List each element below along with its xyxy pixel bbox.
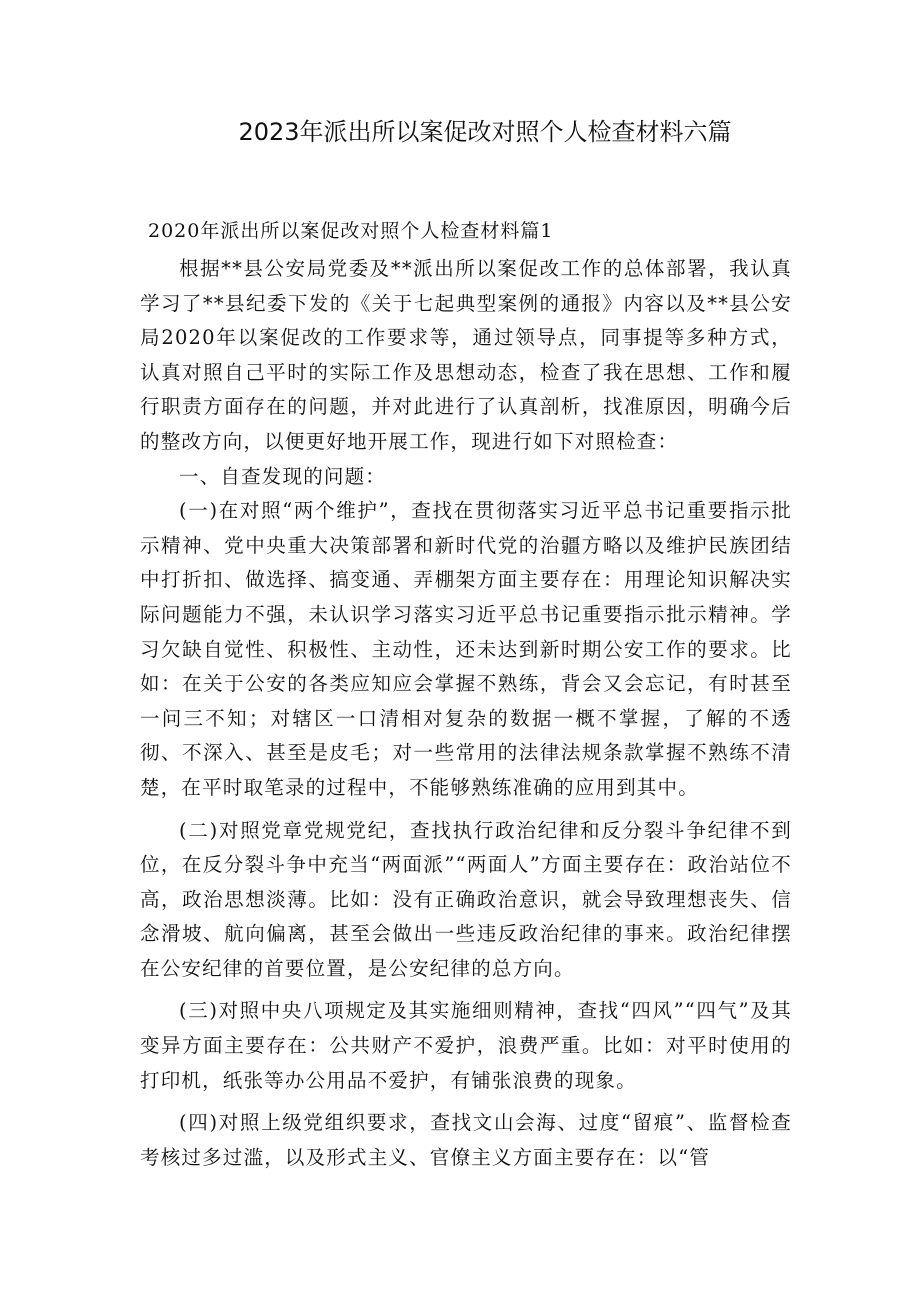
paragraph-item-4: (四)对照上级党组织要求，查找文山会海、过度“留痕”、监督检查考核过多过滥，以及形式主义、官僚主义方面主要存在：以“管 <box>140 1111 792 1169</box>
section-heading: 2020年派出所以案促改对照个人检查材料篇1 <box>148 220 554 242</box>
paragraph-item-3: (三)对照中央八项规定及其实施细则精神，查找“四风”“四气”及其变异方面主要存在：公共财产不爱护，浪费严重。比如：对平时使用的打印机，纸张等办公用品不爱护，有铺张浪费的现象。 <box>140 999 792 1092</box>
paragraph-intro: 根据**县公安局党委及**派出所以案促改工作的总体部署，我认真学习了**县纪委下发的《关于七起典型案例的通报》内容以及**县公安局2020年以案促改的工作要求等，通过领导点，同事提等多种方式，认真对照自己平时的实际工作及思想动态，检查了我在思想、工作和履行职责方面存在的问题，并对此进行了认真剖析，找准原因，明确今后的整改方向，以便更好地开展工作，现进行如下对照检查： <box>140 257 792 453</box>
paragraph-item-2: (二)对照党章党规党纪，查找执行政治纪律和反分裂斗争纪律不到位，在反分裂斗争中充当“两面派”“两面人”方面主要存在：政治站位不高，政治思想淡薄。比如：没有正确政治意识，就会导致理想丧失、信念滑坡、航向偏离，甚至会做出一些违反政治纪律的事来。政治纪律摆在公安纪律的首要位置，是公安纪律的总方向。 <box>140 818 792 980</box>
document-body <box>140 252 792 1175</box>
paragraph-item-1: (一)在对照“两个维护”，查找在贯彻落实习近平总书记重要指示批示精神、党中央重大决策部署和新时代党的治疆方略以及维护民族团结中打折扣、做选择、搞变通、弄棚架方面主要存在：用理论知识解决实际问题能力不强，未认识学习落实习近平总书记重要指示批示精神。学习欠缺自觉性、积极性、主动性，还未达到新时期公安工作的要求。比如：在关于公安的各类应知应会掌握不熟练，背会又会忘记，有时甚至一问三不知；对辖区一口清相对复杂的数据一概不掌握，了解的不透彻、不深入、甚至是皮毛；对一些常用的法律法规条款掌握不熟练不清楚，在平时取笔录的过程中，不能够熟练准确的应用到其中。 <box>140 499 792 799</box>
document-title: 2023年派出所以案促改对照个人检查材料六篇 <box>238 118 732 146</box>
paragraph-heading-problems: 一、自查发现的问题： <box>179 464 387 488</box>
